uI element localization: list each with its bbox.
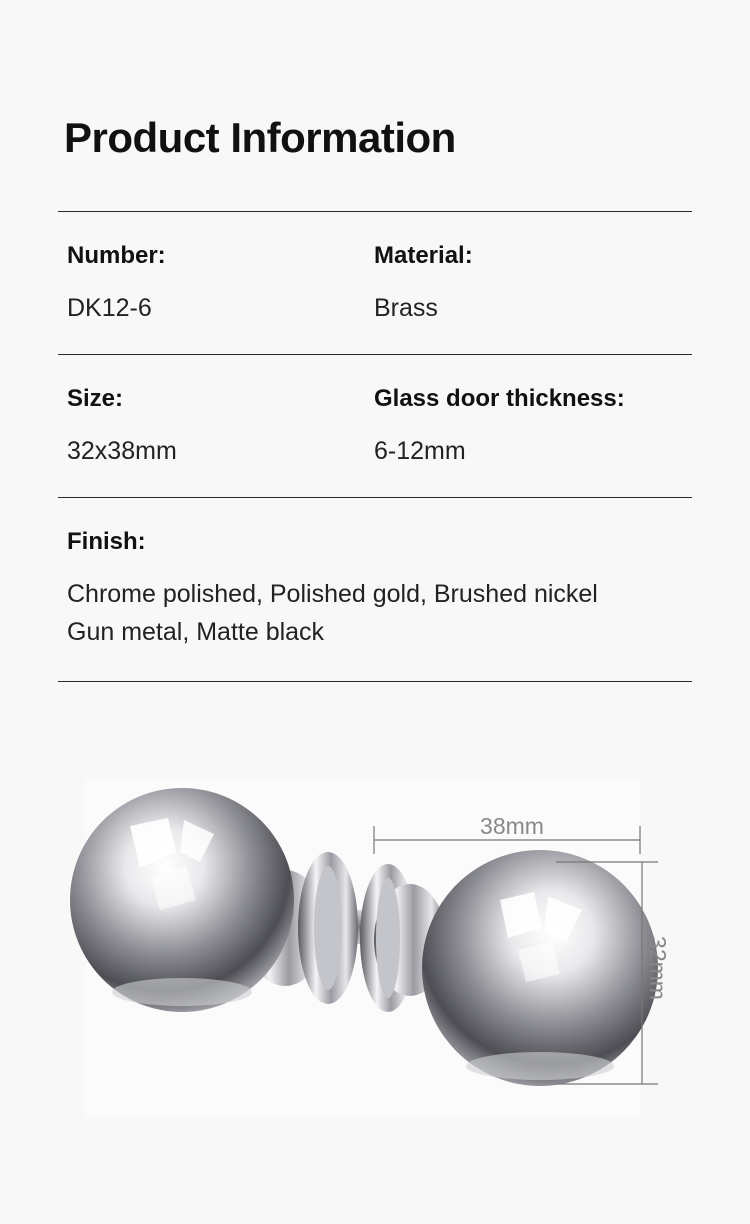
divider [58,681,692,682]
divider [58,354,692,355]
product-photo [0,760,750,1140]
finish-value-line-2: Gun metal, Matte black [67,618,325,646]
page-title: Product Information [64,114,456,161]
glass-thickness-label: Glass door thickness: [374,385,625,412]
material-value: Brass [374,294,438,322]
finish-label: Finish: [67,528,146,555]
size-value: 32x38mm [67,437,177,465]
width-dimension-label: 38mm [480,813,544,839]
size-label: Size: [67,385,124,412]
divider [58,497,692,498]
number-label: Number: [67,242,166,269]
height-dimension-label: 32mm [645,936,671,1000]
number-value: DK12-6 [67,294,152,322]
glass-thickness-value: 6-12mm [374,437,466,465]
material-label: Material: [374,242,473,269]
finish-value-line-1: Chrome polished, Polished gold, Brushed nickel [67,580,598,608]
divider [58,211,692,212]
